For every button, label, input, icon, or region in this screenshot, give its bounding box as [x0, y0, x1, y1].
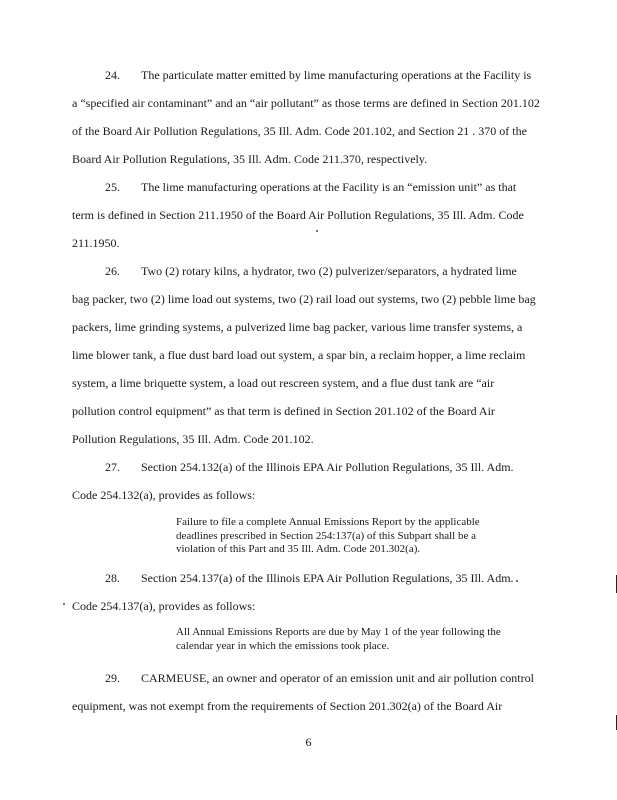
paragraph-number: 29.: [105, 671, 120, 685]
paragraph-line: of the Board Air Pollution Regulations, 35 Ill. Adm. Code 201.102, and Section 21 . 370 of the: [72, 124, 527, 138]
page-number: 6: [305, 735, 312, 749]
quote-line: deadlines prescribed in Section 254:137(a) of this Subpart shall be a: [176, 529, 476, 542]
quote-line: calendar year in which the emissions took place.: [176, 639, 390, 652]
paragraph-25: [72, 173, 552, 257]
paragraph-line: 25. The lime manufacturing operations at the Facility is an “emission unit” as that: [72, 173, 552, 201]
scan-speck: [63, 603, 65, 605]
paragraph-29: [72, 664, 552, 720]
paragraph-line: Code 254.137(a), provides as follows:: [72, 599, 256, 613]
quote-line: All Annual Emissions Reports are due by May 1 of the year following the: [176, 626, 501, 638]
paragraph-line: Code 254.132(a), provides as follows:: [72, 488, 256, 502]
paragraph-line: pollution control equipment” as that term is defined in Section 201.102 of the Board Air: [72, 404, 495, 418]
paragraph-line: Pollution Regulations, 35 Ill. Adm. Code 201.102.: [72, 432, 314, 446]
paragraph-line: a “specified air contaminant” and an “air pollutant” as those terms are defined in Section 201.102: [72, 96, 540, 110]
paragraph-number: 26.: [105, 264, 120, 278]
block-quote-254-137: [176, 626, 561, 653]
scan-speck: [316, 230, 318, 232]
paragraph-line: 24. The particulate matter emitted by lime manufacturing operations at the Facility is: [72, 61, 552, 89]
paragraph-line: 28. Section 254.137(a) of the Illinois EPA Air Pollution Regulations, 35 Ill. Adm.: [72, 564, 552, 592]
paragraph-number: 27.: [105, 460, 120, 474]
paragraph-28: [72, 564, 552, 620]
paragraph-line: 211.1950.: [72, 236, 120, 250]
paragraph-number: 24.: [105, 68, 120, 82]
paragraph-26: [72, 257, 552, 453]
paragraph-line: Board Air Pollution Regulations, 35 Ill. Adm. Code 211.370, respectively.: [72, 152, 428, 166]
block-quote-254-132: [176, 516, 561, 557]
quote-line: violation of this Part and 35 Ill. Adm. Code 201.302(a).: [176, 543, 421, 555]
scan-speck: [516, 580, 518, 582]
paragraph-line: packers, lime grinding systems, a pulverized lime bag packer, various lime transfer systems, a: [72, 320, 523, 334]
paragraph-line: lime blower tank, a flue dust bard load out system, a spar bin, a reclaim hopper, a lime reclaim: [72, 348, 526, 362]
paragraph-line: equipment, was not exempt from the requirements of Section 201.302(a) of the Board Air: [72, 699, 503, 713]
paragraph-line: 29. CARMEUSE, an owner and operator of an emission unit and air pollution control: [72, 664, 552, 692]
paragraph-24: [72, 61, 552, 173]
paragraph-line: term is defined in Section 211.1950 of the Board Air Pollution Regulations, 35 Ill. Adm. Code: [72, 208, 524, 222]
paragraph-line: system, a lime briquette system, a load out rescreen system, and a flue dust tank are “air: [72, 376, 495, 390]
paragraph-27: [72, 453, 552, 509]
paragraph-number: 25.: [105, 180, 120, 194]
paragraph-line: bag packer, two (2) lime load out systems, two (2) rail load out systems, two (2) pebble lime bag: [72, 292, 536, 306]
paragraph-line: 27. Section 254.132(a) of the Illinois EPA Air Pollution Regulations, 35 Ill. Adm.: [72, 453, 552, 481]
paragraph-line: 26. Two (2) rotary kilns, a hydrator, two (2) pulverizer/separators, a hydrated lime: [72, 257, 552, 285]
quote-line: Failure to file a complete Annual Emissions Report by the applicable: [176, 516, 480, 528]
paragraph-number: 28.: [105, 571, 120, 585]
